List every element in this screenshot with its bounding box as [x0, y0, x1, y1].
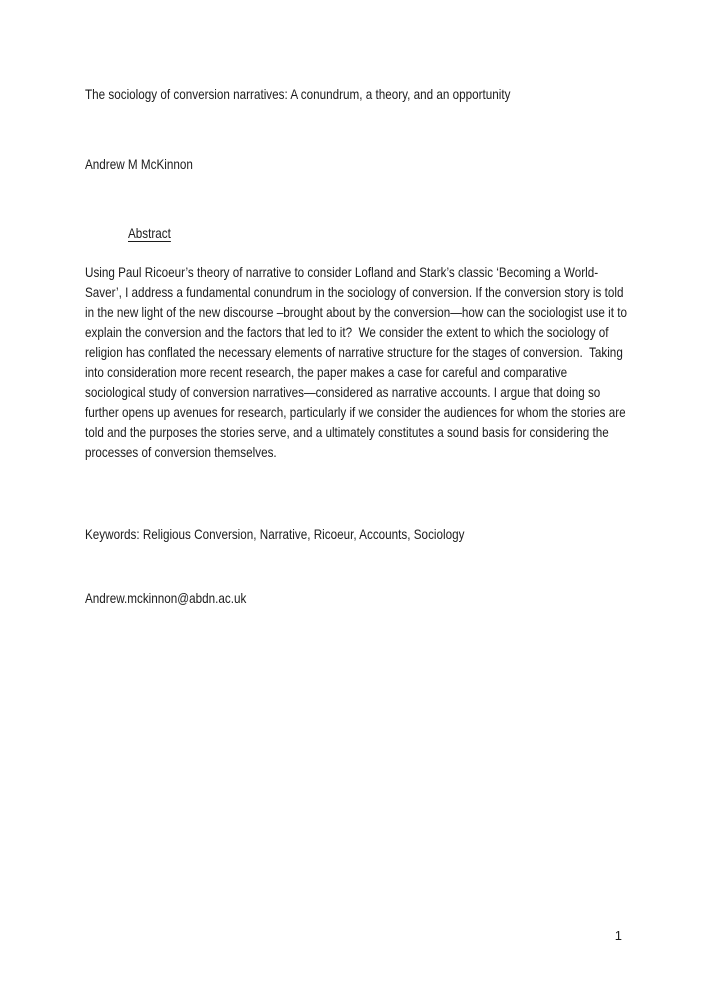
abstract-text: Using Paul Ricoeur’s theory of narrative to consider Lofland and Stark’s classic ‘Becoming a World-Saver’, I address a fundamental conundrum in the sociology of conversion. If the conversion story is told in the new light of the new discourse –brought about by the conversion—how can the sociologist use it to explain the conversion and the factors that led to it? We consider the extent to which the sociology of religion has conflated the necessary elements of narrative structure for the stages of conversion. Taking into consideration more recent research, the paper makes a case for careful and comparative sociological study of conversion narratives—considered as narrative accounts. I argue that doing so further opens up avenues for research, particularly if we consider the audiences for whom the stories are told and the purposes the stories serve, and a ultimately constitutes a sound basis for considering the processes of conversion themselves. [85, 264, 631, 460]
author-email: Andrew.mckinnon@abdn.ac.uk [85, 590, 247, 606]
abstract-heading-label: Abstract [128, 225, 171, 241]
page-number: 1 [614, 928, 622, 943]
abstract-heading [128, 223, 379, 243]
keywords-line: Keywords: Religious Conversion, Narrative, Ricoeur, Accounts, Sociology [85, 526, 465, 542]
author-name: Andrew M McKinnon [85, 156, 193, 172]
paper-title: The sociology of conversion narratives: A conundrum, a theory, and an opportunity [85, 86, 511, 102]
